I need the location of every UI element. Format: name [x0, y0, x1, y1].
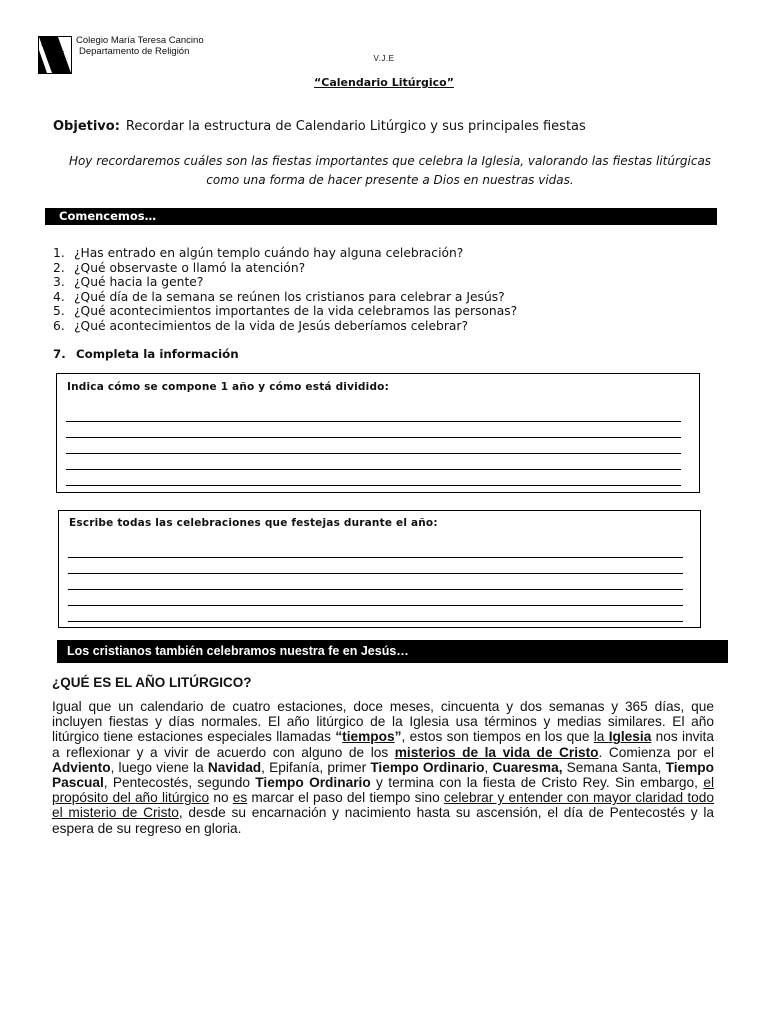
paragraph-run: no [209, 790, 233, 806]
department-name: Departamento de Religión [79, 46, 190, 57]
paragraph-run: el propósito del año litúrgico [52, 775, 714, 806]
paragraph-run: marcar el paso del tiempo sino [247, 790, 444, 806]
section-heading: ¿QUÉ ES EL AÑO LITÚRGICO? [52, 675, 252, 690]
paragraph-run: Iglesia [608, 729, 652, 745]
objective-text: Recordar la estructura de Calendario Litúrgico y sus principales fiestas [125, 119, 586, 134]
answer-line[interactable] [66, 485, 681, 486]
paragraph-run: y termina con la fiesta de Cristo Rey. Sin embargo, [370, 775, 704, 791]
question-text: ¿Has entrado en algún templo cuándo hay alguna celebración? [74, 246, 464, 260]
paragraph-run: Tiempo Ordinario [370, 759, 485, 775]
paragraph-run: nos invita a reflexionar y a vivir de acuerdo con alguno de los [52, 729, 714, 760]
paragraph-run: , desde su encarnación y nacimiento hasta su ascensión, el día de Pentecostés y la espera de su regreso en gloria. [52, 805, 714, 836]
paragraph-run: Navidad [207, 759, 262, 775]
paragraph-run: . Comienza por el [598, 744, 714, 760]
complete-text: Completa la información [76, 347, 239, 361]
vje-label: V.J.E [373, 54, 395, 63]
page-title-text: “Calendario Litúrgico” [314, 76, 454, 89]
answer-line[interactable] [68, 589, 683, 590]
question-list [53, 246, 517, 334]
paragraph-run: “ [335, 729, 343, 745]
answer-box-label: Indica cómo se compone 1 año y cómo está dividido: [67, 381, 389, 393]
question-number: 1. [53, 246, 65, 260]
complete-heading [53, 347, 239, 361]
question-number: 5. [53, 304, 65, 319]
logo-letter-c: C [63, 66, 69, 73]
question-text: ¿Qué día de la semana se reúnen los cristianos para celebrar a Jesús? [74, 289, 505, 304]
school-name: Colegio María Teresa Cancino [76, 35, 204, 46]
paragraph-run: celebrar y entender con mayor claridad todo el misterio de Cristo [52, 790, 714, 821]
objective-label: Objetivo: [53, 119, 120, 134]
question-item [53, 304, 517, 319]
question-text: ¿Qué acontecimientos de la vida de Jesús deberíamos celebrar? [74, 318, 468, 333]
paragraph-run: , estos son tiempos en los que [401, 729, 594, 745]
logo-letter-t: T [60, 51, 65, 58]
question-item [53, 246, 517, 261]
paragraph-run: Tiempo Ordinario [255, 775, 371, 791]
answer-line[interactable] [66, 437, 681, 438]
paragraph-run: tiempos [342, 729, 395, 745]
paragraph-run: Tiempo Pascual [52, 759, 714, 791]
paragraph-run: Adviento [52, 759, 111, 775]
question-number: 4. [53, 289, 65, 304]
answer-line[interactable] [66, 453, 681, 454]
paragraph-run: Igual que un calendario de cuatro estaciones, doce meses, cincuenta y dos semanas y 365 días, que incluyen fiestas y días normales. El año litúrgico de la Iglesia usa términos y medias similares. El año litúrgico tiene estaciones especiales llamadas [52, 699, 714, 745]
answer-line[interactable] [68, 573, 683, 574]
answer-box-label: Escribe todas las celebraciones que festejas durante el año: [69, 517, 438, 529]
answer-box-celebrations [58, 510, 701, 628]
question-item [53, 261, 517, 276]
question-text: ¿Qué observaste o llamó la atención? [74, 260, 306, 275]
question-item [53, 290, 517, 305]
answer-line[interactable] [66, 421, 681, 422]
question-number: 6. [53, 318, 65, 333]
paragraph-run: Cuaresma, [492, 759, 563, 775]
paragraph-run: es [232, 790, 248, 806]
liturgical-year-paragraph [52, 699, 714, 836]
paragraph-run: , Epifanía, primer [261, 759, 371, 775]
answer-line[interactable] [68, 621, 683, 622]
answer-line[interactable] [66, 469, 681, 470]
section-bar-cristianos: Los cristianos también celebramos nuestra fe en Jesús… [57, 640, 728, 663]
question-text: ¿Qué hacia la gente? [74, 275, 204, 290]
question-number: 2. [53, 260, 65, 275]
paragraph-run: Semana Santa, [562, 759, 666, 775]
objective [53, 119, 586, 134]
paragraph-run: la [593, 729, 609, 745]
question-number: 3. [53, 275, 65, 290]
section-bar-comencemos: Comencemos… [45, 208, 717, 225]
question-text: ¿Qué acontecimientos importantes de la vida celebramos las personas? [74, 304, 518, 319]
answer-line[interactable] [68, 605, 683, 606]
question-item [53, 319, 517, 334]
page-title [0, 76, 768, 89]
complete-number: 7. [53, 347, 66, 361]
paragraph-run: misterios de la vida de Cristo [394, 744, 599, 760]
paragraph-run: , [484, 759, 493, 775]
paragraph-run: , Pentecostés, segundo [103, 775, 256, 791]
paragraph-run: , luego viene la [110, 759, 208, 775]
answer-line[interactable] [68, 557, 683, 558]
paragraph-run: ” [394, 729, 402, 745]
question-item [53, 275, 517, 290]
intro-text: Hoy recordaremos cuáles son las fiestas importantes que celebra la Iglesia, valorando las fiestas litúrgicas como una forma de hacer presente a Dios en nuestras vidas. [68, 154, 712, 187]
logo-letter-m: M [41, 39, 48, 48]
answer-box-year [56, 373, 700, 493]
